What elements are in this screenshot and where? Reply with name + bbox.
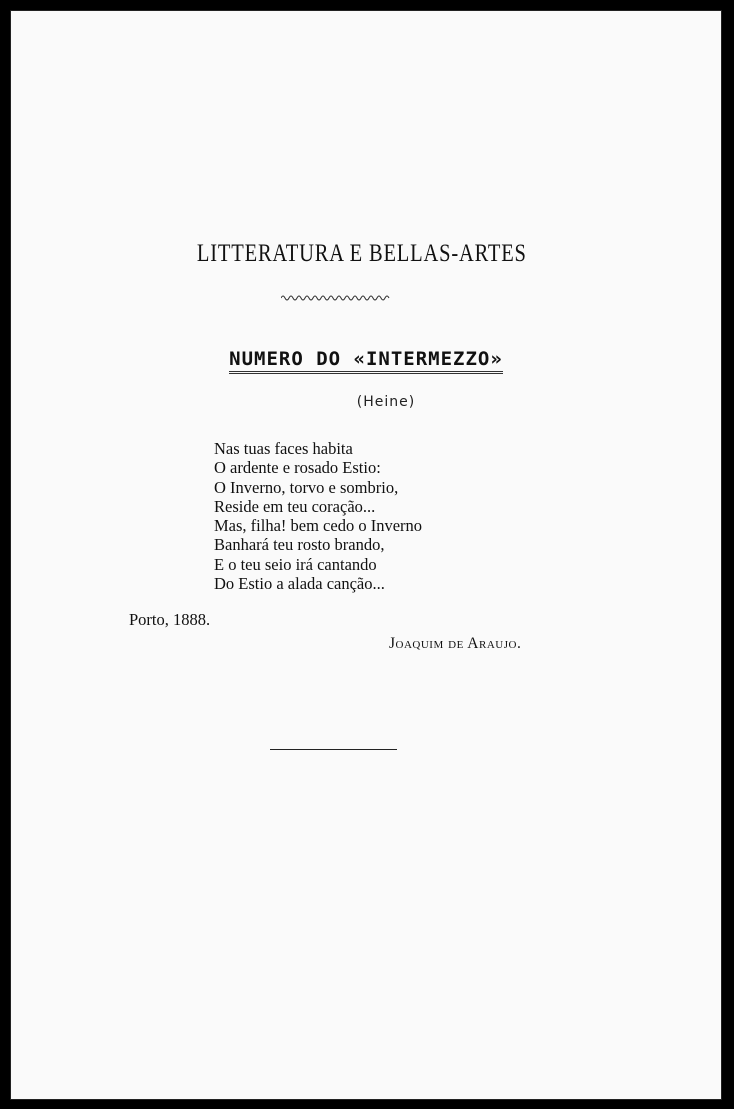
verse-line: Nas tuas faces habita bbox=[214, 439, 353, 458]
author-note: (Heine) bbox=[356, 394, 416, 410]
poem-title bbox=[11, 348, 721, 374]
author-signature: Joaquim de Araujo. bbox=[389, 635, 522, 652]
poem-title-text: NUMERO DO «INTERMEZZO» bbox=[229, 348, 503, 374]
verse-line: Mas, filha! bem cedo o Inverno bbox=[214, 516, 423, 536]
document-page bbox=[10, 10, 722, 1100]
verse-line: E o teu seio irá cantando bbox=[214, 554, 377, 574]
place-date: Porto, 1888. bbox=[129, 610, 211, 629]
wavy-ornament-rule bbox=[281, 294, 391, 302]
poem-verses bbox=[214, 439, 422, 593]
verse-line: O Inverno, torvo e sombrio, bbox=[214, 477, 399, 497]
verse-line: Do Estio a alada canção... bbox=[214, 574, 385, 594]
verse-line: O ardente e rosado Estio: bbox=[214, 458, 381, 478]
section-title: LITTERATURA E BELLAS-ARTES bbox=[196, 240, 527, 267]
verse-line: Banhará teu rosto brando, bbox=[214, 535, 385, 555]
verse-line: Reside em teu coração... bbox=[214, 496, 376, 516]
end-rule bbox=[270, 749, 397, 750]
